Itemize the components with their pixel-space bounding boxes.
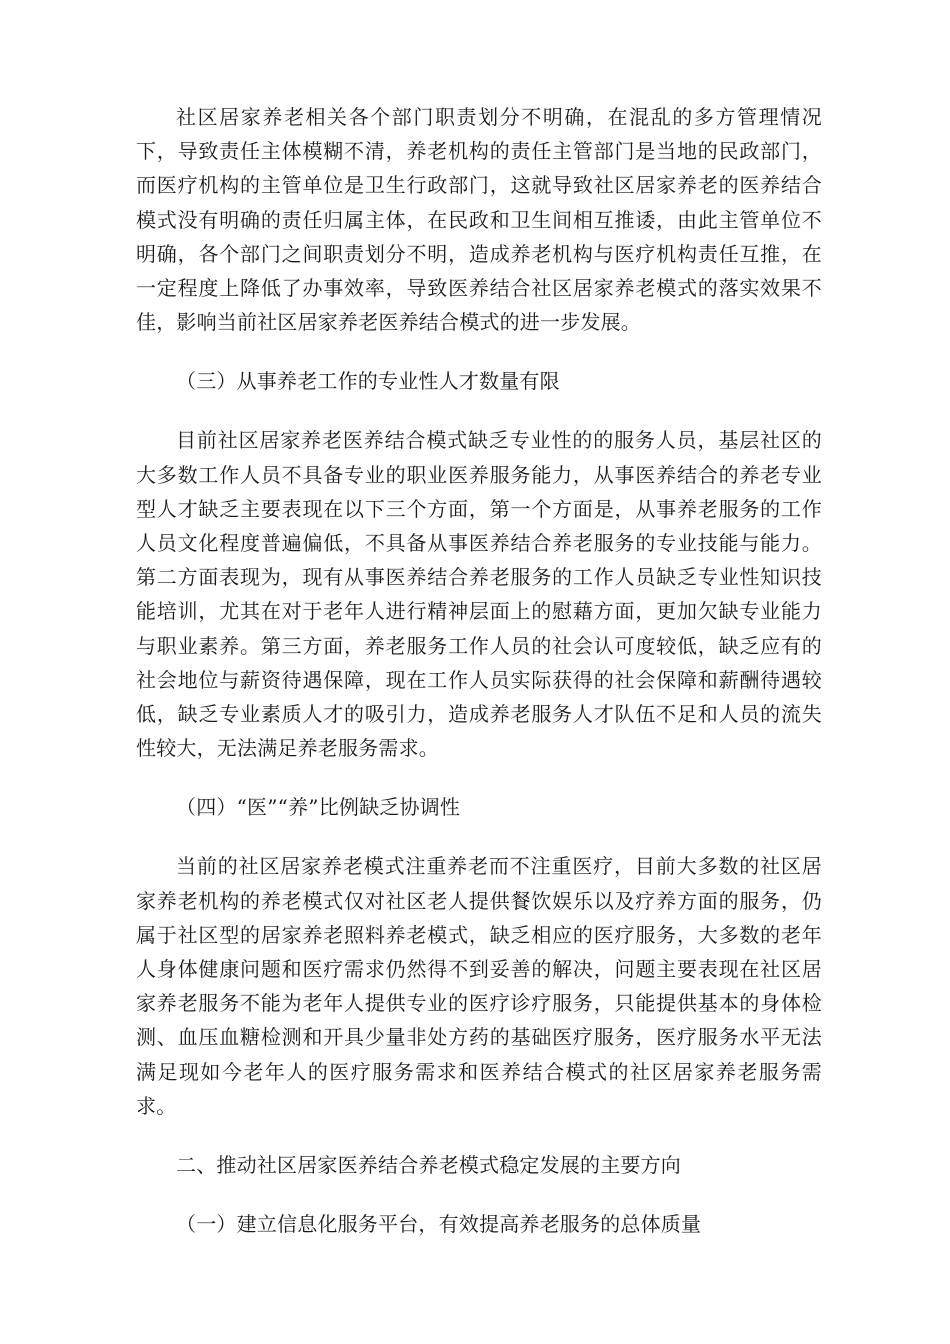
section-heading-talent: （三）从事养老工作的专业性人才数量有限 (176, 369, 560, 394)
section-heading-ratio: （四）“医”“养”比例缺乏协调性 (176, 795, 461, 820)
paragraph-talent: 目前社区居家养老医养结合模式缺乏专业性的的服务人员，基层社区的大多数工作人员不具备专业的职业医养服务能力，从事医养结合的养老专业型人才缺乏主要表现在以下三个方面，第一个方面是，从事养老服务的工作人员文化程度普遍偏低，不具备从事医养结合养老服务的专业技能与能力。第二方面表现为，现有从事医养结合养老服务的工作人员缺乏专业性知识技能培训，尤其在对于老年人进行精神层面上的慰藉方面，更加欠缺专业能力与职业素养。第三方面，养老服务工作人员的社会认可度较低，缺乏应有的社会地位与薪资待遇保障，现在工作人员实际获得的社会保障和薪酬待遇较低，缺乏专业素质人才的吸引力，造成养老服务人才队伍不足和人员的流失性较大，无法满足养老服务需求。 (136, 428, 822, 761)
paragraph-ratio: 当前的社区居家养老模式注重养老而不注重医疗，目前大多数的社区居家养老机构的养老模式仅对社区老人提供餐饮娱乐以及疗养方面的服务，仍属于社区型的居家养老照料养老模式，缺乏相应的医疗服务，大多数的老年人身体健康问题和医疗需求仍然得不到妥善的解决，问题主要表现在社区居家养老服务不能为老年人提供专业的医疗诊疗服务，只能提供基本的身体检测、血压血糖检测和开具少量非处方药的基础医疗服务，医疗服务水平无法满足现如今老年人的医疗服务需求和医养结合模式的社区居家养老服务需求。 (136, 854, 822, 1118)
section-heading-platform: （一）建立信息化服务平台，有效提高养老服务的总体质量 (176, 1212, 702, 1237)
chapter-heading-directions: 二、推动社区居家医养结合养老模式稳定发展的主要方向 (176, 1153, 681, 1178)
paragraph-responsibility: 社区居家养老相关各个部门职责划分不明确，在混乱的多方管理情况下，导致责任主体模糊不清，养老机构的责任主管部门是当地的民政部门，而医疗机构的主管单位是卫生行政部门，这就导致社区居家养老的医养结合模式没有明确的责任归属主体，在民政和卫生间相互推诿，由此主管单位不明确，各个部门之间职责划分不明，造成养老机构与医疗机构责任互推，在一定程度上降低了办事效率，导致医养结合社区居家养老模式的落实效果不佳，影响当前社区居家养老医养结合模式的进一步发展。 (136, 105, 822, 335)
document-page (136, 100, 822, 1266)
